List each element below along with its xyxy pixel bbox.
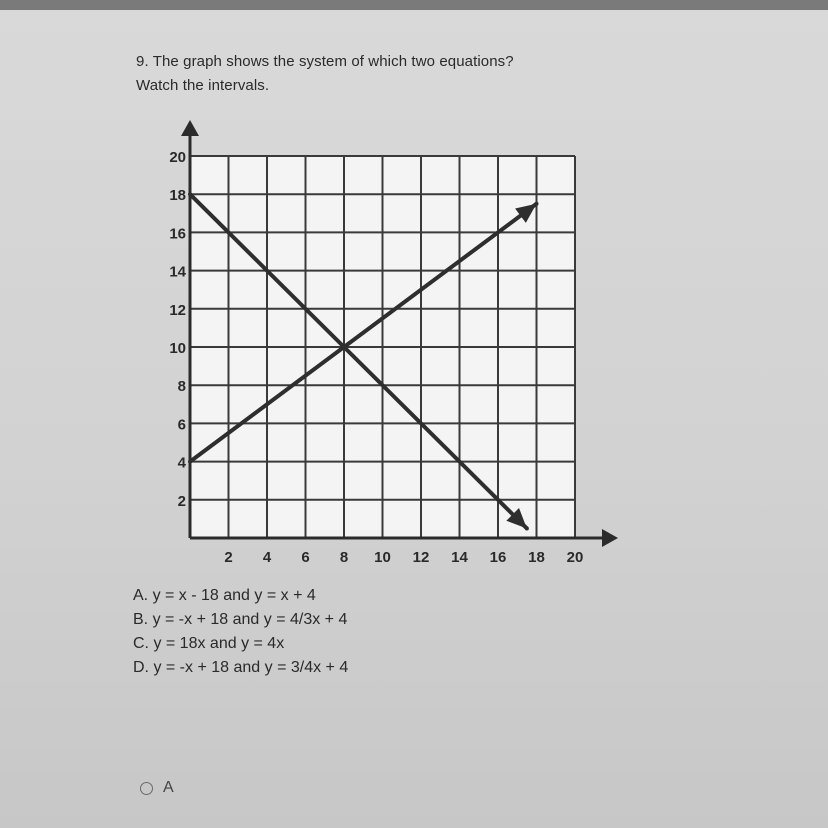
y-tick-label: 20 (169, 149, 186, 166)
y-tick-label: 16 (169, 225, 186, 243)
y-tick-label: 12 (169, 301, 186, 319)
x-tick-label: 8 (339, 549, 349, 566)
question-text: 9. The graph shows the system of which two equations? (136, 53, 514, 70)
answer-option-c: C. y = 18x and y = 4x (133, 635, 285, 652)
radio-button-icon[interactable] (140, 782, 153, 795)
x-axis-arrow-icon (602, 529, 618, 547)
data-point (188, 460, 192, 464)
answer-option-a: A. y = x - 18 and y = x + 4 (133, 587, 316, 604)
choice-a[interactable] (140, 779, 174, 797)
y-tick-label: 18 (169, 187, 186, 205)
x-tick-label: 20 (566, 549, 584, 566)
y-tick-label: 2 (177, 492, 186, 510)
x-tick-label: 6 (301, 549, 310, 566)
y-tick-label: 10 (169, 340, 186, 357)
x-tick-label: 18 (528, 549, 545, 566)
y-tick-label: 8 (177, 378, 186, 396)
coordinate-graph (150, 118, 620, 578)
x-tick-label: 2 (224, 549, 233, 566)
data-point (525, 526, 529, 530)
x-tick-label: 16 (489, 549, 507, 566)
y-tick-label: 6 (177, 416, 186, 434)
x-tick-label: 4 (262, 549, 272, 566)
x-tick-label: 12 (412, 549, 430, 566)
answer-list (133, 584, 348, 680)
answer-option-b: B. y = -x + 18 and y = 4/3x + 4 (133, 611, 348, 628)
y-tick-label: 14 (169, 263, 186, 281)
x-tick-label: 10 (374, 549, 391, 566)
x-tick-label: 14 (451, 549, 468, 566)
choice-a-label: A (163, 779, 174, 796)
data-point (535, 202, 539, 206)
question-hint: Watch the intervals. (136, 77, 270, 94)
top-bar (0, 0, 828, 10)
answer-option-d: D. y = -x + 18 and y = 3/4x + 4 (133, 659, 349, 676)
data-point (188, 192, 192, 196)
y-tick-label: 4 (177, 454, 186, 472)
data-point (342, 345, 346, 349)
y-axis-arrow-icon (181, 120, 199, 136)
